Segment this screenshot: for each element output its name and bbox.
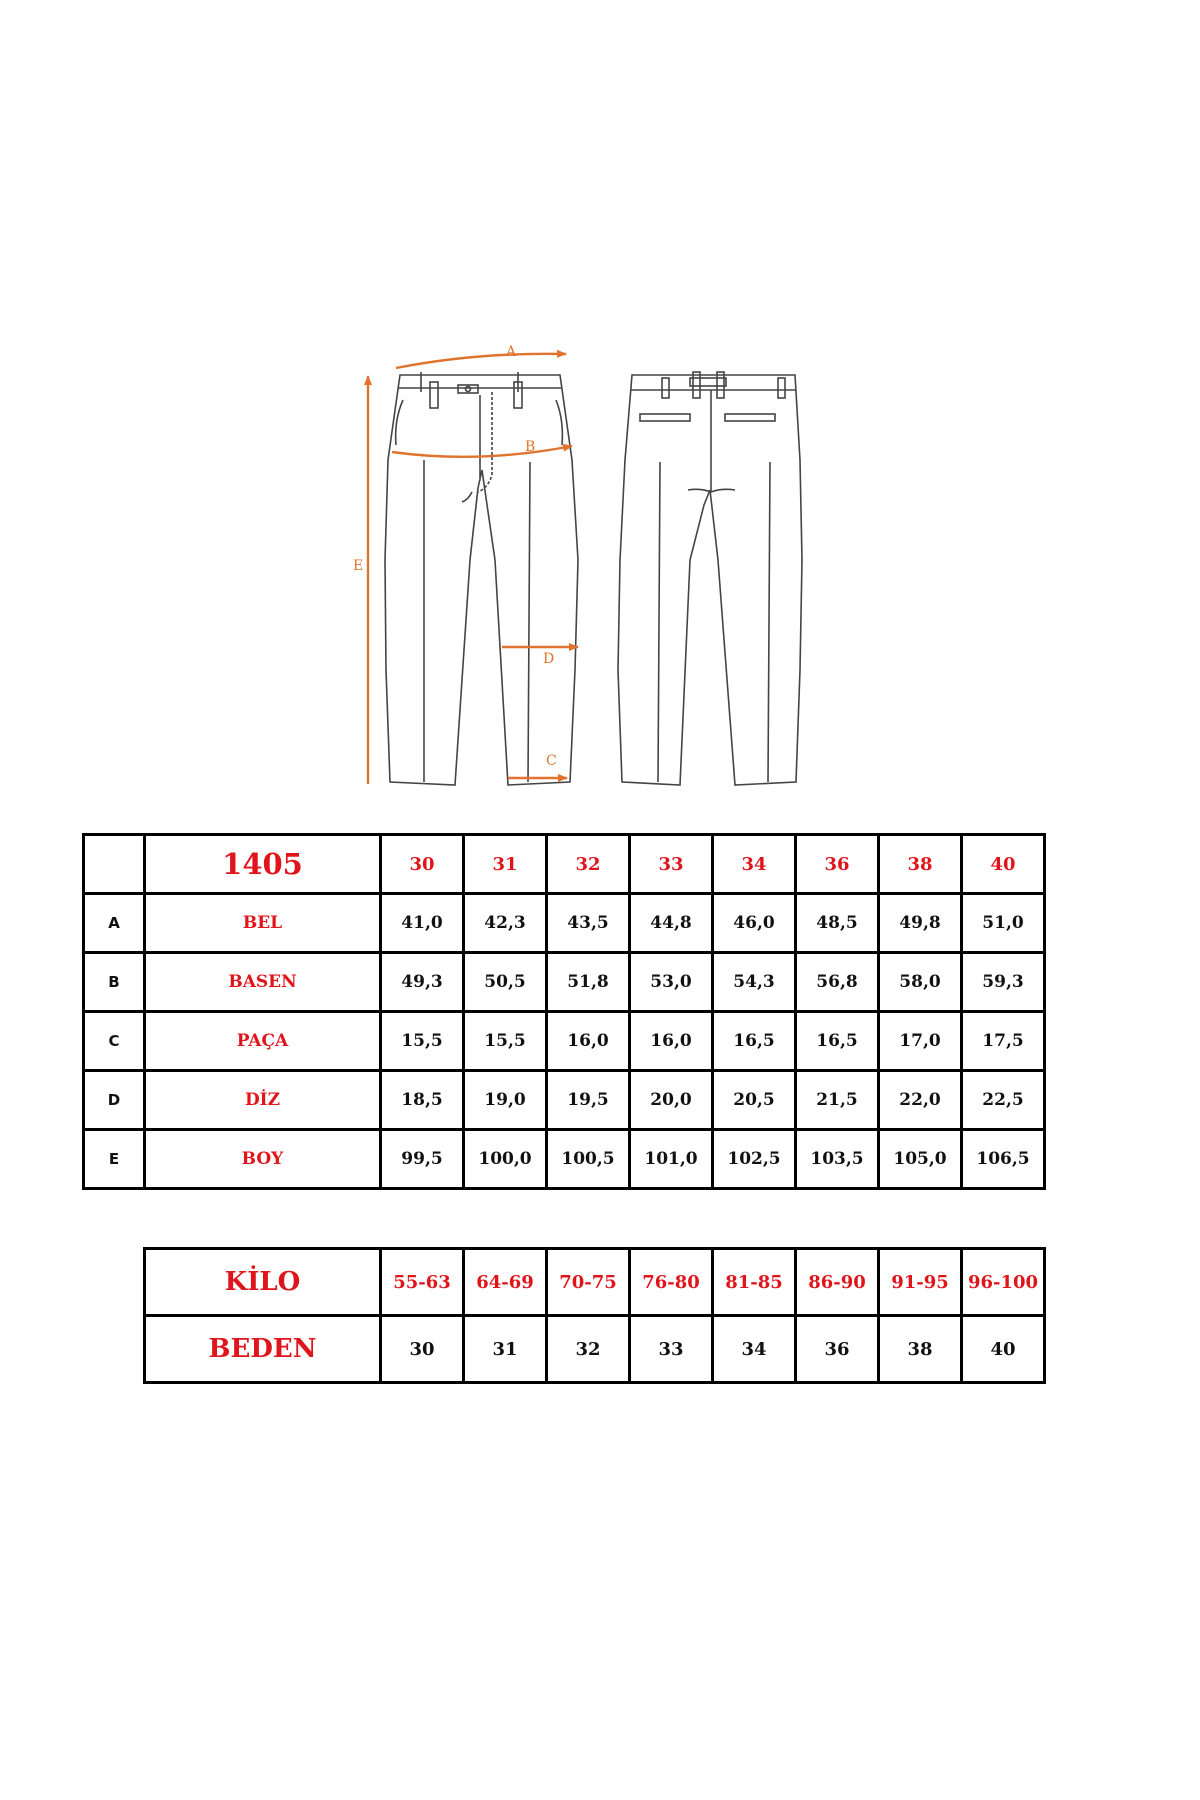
- beden-size: 38: [879, 1316, 962, 1383]
- value-cell: 46,0: [713, 894, 796, 953]
- value-cell: 44,8: [630, 894, 713, 953]
- table-row: [84, 894, 1045, 953]
- value-cell: 22,0: [879, 1071, 962, 1130]
- value-cell: 50,5: [464, 953, 547, 1012]
- arrow-a-waist: [396, 354, 566, 368]
- value-cell: 41,0: [381, 894, 464, 953]
- value-cell: 42,3: [464, 894, 547, 953]
- value-cell: 20,0: [630, 1071, 713, 1130]
- weight-size-table: [143, 1247, 1046, 1384]
- beden-label: BEDEN: [145, 1316, 381, 1383]
- beden-row: [145, 1316, 1045, 1383]
- value-cell: 102,5: [713, 1130, 796, 1189]
- row-key: C: [84, 1012, 145, 1071]
- value-cell: 20,5: [713, 1071, 796, 1130]
- value-cell: 16,0: [630, 1012, 713, 1071]
- kilo-range: 86-90: [796, 1249, 879, 1316]
- value-cell: 21,5: [796, 1071, 879, 1130]
- row-key: B: [84, 953, 145, 1012]
- value-cell: 53,0: [630, 953, 713, 1012]
- value-cell: 22,5: [962, 1071, 1045, 1130]
- model-code: 1405: [145, 835, 381, 894]
- value-cell: 18,5: [381, 1071, 464, 1130]
- kilo-label: KİLO: [145, 1249, 381, 1316]
- value-cell: 100,5: [547, 1130, 630, 1189]
- label-b: B: [525, 439, 536, 455]
- beden-size: 30: [381, 1316, 464, 1383]
- size-header: 38: [879, 835, 962, 894]
- trouser-front-outline: [385, 372, 578, 785]
- value-cell: 16,5: [713, 1012, 796, 1071]
- size-measurement-table: [82, 833, 1046, 1190]
- table-row: [84, 1012, 1045, 1071]
- value-cell: 17,0: [879, 1012, 962, 1071]
- row-name: DİZ: [145, 1071, 381, 1130]
- label-a: A: [506, 344, 517, 360]
- trouser-measurement-diagram: [0, 0, 1200, 820]
- value-cell: 15,5: [464, 1012, 547, 1071]
- value-cell: 49,8: [879, 894, 962, 953]
- value-cell: 99,5: [381, 1130, 464, 1189]
- value-cell: 58,0: [879, 953, 962, 1012]
- kilo-range: 70-75: [547, 1249, 630, 1316]
- value-cell: 101,0: [630, 1130, 713, 1189]
- row-key: D: [84, 1071, 145, 1130]
- value-cell: 100,0: [464, 1130, 547, 1189]
- size-header: 36: [796, 835, 879, 894]
- table-row: [84, 1071, 1045, 1130]
- row-key: A: [84, 894, 145, 953]
- size-header: 40: [962, 835, 1045, 894]
- beden-size: 34: [713, 1316, 796, 1383]
- value-cell: 51,0: [962, 894, 1045, 953]
- value-cell: 51,8: [547, 953, 630, 1012]
- value-cell: 16,0: [547, 1012, 630, 1071]
- row-key: E: [84, 1130, 145, 1189]
- value-cell: 56,8: [796, 953, 879, 1012]
- table-row: [84, 1130, 1045, 1189]
- kilo-range: 96-100: [962, 1249, 1045, 1316]
- kilo-row: [145, 1249, 1045, 1316]
- value-cell: 103,5: [796, 1130, 879, 1189]
- row-name: BEL: [145, 894, 381, 953]
- kilo-range: 64-69: [464, 1249, 547, 1316]
- beden-size: 31: [464, 1316, 547, 1383]
- kilo-range: 55-63: [381, 1249, 464, 1316]
- value-cell: 43,5: [547, 894, 630, 953]
- size-header: 34: [713, 835, 796, 894]
- value-cell: 59,3: [962, 953, 1045, 1012]
- beden-size: 36: [796, 1316, 879, 1383]
- header-row: [84, 835, 1045, 894]
- label-c: C: [546, 753, 557, 769]
- label-d: D: [543, 651, 555, 667]
- value-cell: 17,5: [962, 1012, 1045, 1071]
- beden-size: 40: [962, 1316, 1045, 1383]
- value-cell: 19,0: [464, 1071, 547, 1130]
- value-cell: 105,0: [879, 1130, 962, 1189]
- beden-size: 32: [547, 1316, 630, 1383]
- corner-cell: [84, 835, 145, 894]
- kilo-range: 81-85: [713, 1249, 796, 1316]
- value-cell: 19,5: [547, 1071, 630, 1130]
- kilo-range: 91-95: [879, 1249, 962, 1316]
- row-name: BASEN: [145, 953, 381, 1012]
- value-cell: 16,5: [796, 1012, 879, 1071]
- row-name: PAÇA: [145, 1012, 381, 1071]
- value-cell: 54,3: [713, 953, 796, 1012]
- value-cell: 15,5: [381, 1012, 464, 1071]
- row-name: BOY: [145, 1130, 381, 1189]
- value-cell: 106,5: [962, 1130, 1045, 1189]
- size-header: 32: [547, 835, 630, 894]
- size-header: 30: [381, 835, 464, 894]
- beden-size: 33: [630, 1316, 713, 1383]
- trouser-back-outline: [618, 372, 802, 785]
- value-cell: 49,3: [381, 953, 464, 1012]
- size-header: 31: [464, 835, 547, 894]
- kilo-range: 76-80: [630, 1249, 713, 1316]
- label-e: E: [353, 558, 364, 574]
- table-row: [84, 953, 1045, 1012]
- value-cell: 48,5: [796, 894, 879, 953]
- size-header: 33: [630, 835, 713, 894]
